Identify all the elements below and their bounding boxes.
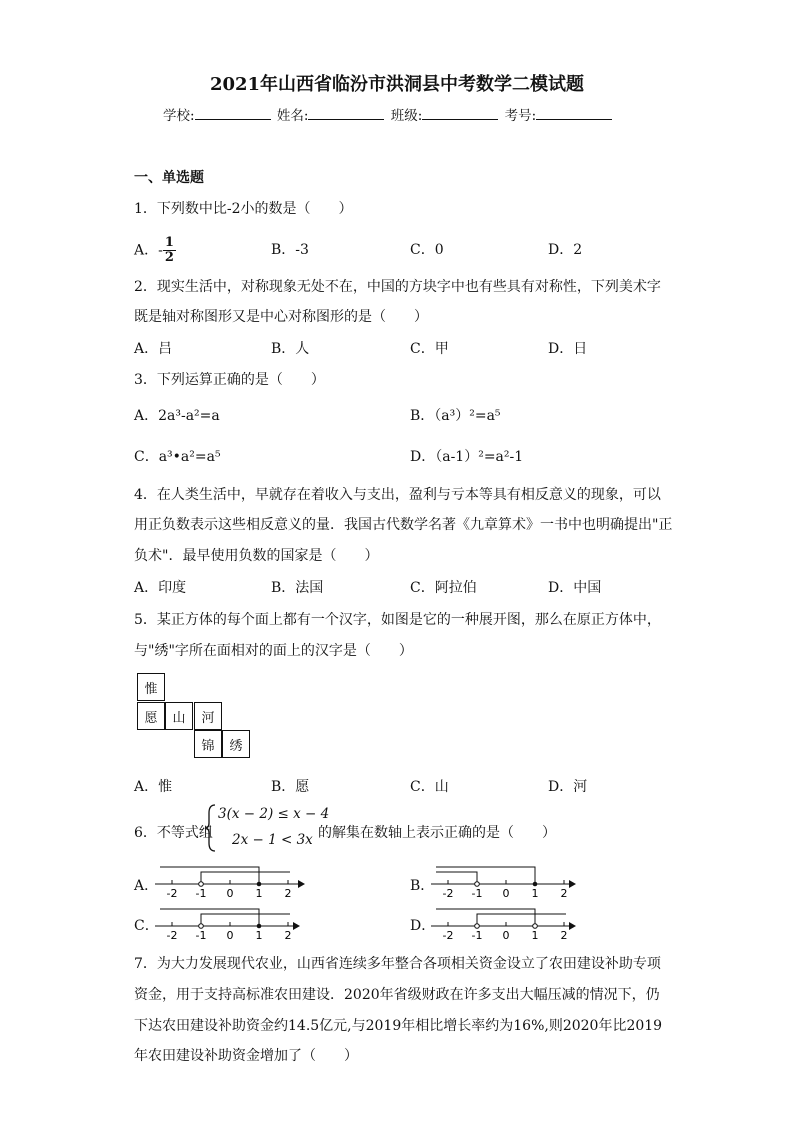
number-line-a bbox=[150, 860, 305, 900]
q4-option-c: C．阿拉伯 bbox=[410, 580, 477, 596]
tick-label: 2 bbox=[560, 929, 568, 942]
q6-option-a-label: A． bbox=[134, 878, 159, 894]
tick-label: 0 bbox=[502, 887, 510, 900]
q6-stem-prefix: 6．不等式组 bbox=[134, 825, 213, 841]
q4-stem-line1: 4．在人类生活中，早就存在着收入与支出，盈利与亏本等具有相反意义的现象，可以 bbox=[134, 487, 661, 503]
section-title: 一、单选题 bbox=[134, 170, 204, 186]
school-label: 学校: bbox=[163, 108, 195, 124]
tick-label: -2 bbox=[442, 929, 454, 942]
school-blank bbox=[195, 107, 271, 120]
tick-label: 2 bbox=[560, 887, 568, 900]
q5-option-a: A．惟 bbox=[134, 779, 173, 795]
student-info-line bbox=[163, 104, 614, 124]
number-line-c bbox=[150, 902, 305, 944]
q2-stem-line1: 2．现实生活中，对称现象无处不在，中国的方块字中也有些具有对称性，下列美术字 bbox=[134, 279, 661, 295]
name-blank bbox=[308, 107, 384, 120]
tick-label: 1 bbox=[255, 929, 263, 942]
tick-label: 0 bbox=[226, 929, 234, 942]
q3-stem: 3．下列运算正确的是（ ） bbox=[134, 372, 325, 388]
cube-face: 河 bbox=[194, 702, 222, 730]
q1-option-c: C．0 bbox=[410, 242, 444, 258]
exam-no-blank bbox=[536, 107, 612, 120]
q7-stem-line2: 资金，用于支持高标准农田建设．2020年省级财政在许多支出大幅压减的情况下，仍 bbox=[134, 987, 660, 1003]
cube-face: 绣 bbox=[222, 730, 250, 758]
q1-option-b: B．-3 bbox=[271, 242, 309, 258]
q3-option-a: A．2a³-a²=a bbox=[134, 408, 220, 424]
number-line-b bbox=[426, 860, 581, 900]
q1-option-a bbox=[134, 236, 176, 265]
class-label: 班级: bbox=[390, 108, 423, 124]
q7-stem-line1: 7．为大力发展现代农业，山西省连续多年整合各项相关资金设立了农田建设补助专项 bbox=[134, 956, 661, 972]
class-blank bbox=[422, 107, 498, 120]
q7-stem-line4: 年农田建设补助资金增加了（ ） bbox=[134, 1048, 358, 1064]
q2-option-a: A．吕 bbox=[134, 341, 173, 357]
tick-label: 0 bbox=[226, 887, 234, 900]
q2-option-c: C．甲 bbox=[410, 341, 449, 357]
fraction-denominator: 2 bbox=[164, 250, 174, 265]
q5-option-d: D．河 bbox=[548, 779, 588, 795]
q6-option-b-label: B． bbox=[410, 878, 435, 894]
q4-option-d: D．中国 bbox=[548, 580, 602, 596]
q6-option-c-label: C． bbox=[134, 918, 159, 934]
tick-label: -1 bbox=[471, 887, 483, 900]
q5-option-c: C．山 bbox=[410, 779, 449, 795]
q5-option-b: B．愿 bbox=[271, 779, 310, 795]
q7-stem-line3: 下达农田建设补助资金约14.5亿元,与2019年相比增长率约为16%,则2020年比2019 bbox=[134, 1018, 663, 1034]
cube-face: 山 bbox=[165, 702, 193, 730]
q1-option-d: D．2 bbox=[548, 242, 583, 258]
tick-label: -1 bbox=[195, 929, 207, 942]
q4-option-b: B．法国 bbox=[271, 580, 324, 596]
inequality-2: 2x − 1 < 3x bbox=[232, 832, 313, 848]
fraction-numerator: 1 bbox=[164, 235, 174, 250]
system-brace bbox=[203, 803, 219, 853]
q5-stem-line2: 与"绣"字所在面相对的面上的汉字是（ ） bbox=[134, 643, 413, 659]
tick-label: -2 bbox=[166, 929, 178, 942]
tick-label: 2 bbox=[284, 929, 292, 942]
cube-face: 惟 bbox=[137, 673, 165, 701]
tick-label: 1 bbox=[531, 929, 539, 942]
tick-label: 2 bbox=[284, 887, 292, 900]
name-label: 姓名: bbox=[276, 108, 309, 124]
number-line-d bbox=[426, 902, 581, 944]
tick-label: -1 bbox=[471, 929, 483, 942]
q6-option-d-label: D． bbox=[410, 918, 436, 934]
q1-option-a-prefix: A．- bbox=[134, 242, 163, 259]
q3-option-d: D．（a-1）²=a²-1 bbox=[410, 449, 524, 465]
tick-label: 1 bbox=[255, 887, 263, 900]
tick-label: 1 bbox=[531, 887, 539, 900]
q3-option-b: B．（a³）²=a⁵ bbox=[410, 408, 501, 424]
q2-option-b: B．人 bbox=[271, 341, 310, 357]
tick-label: -2 bbox=[166, 887, 178, 900]
q2-stem-line2: 既是轴对称图形又是中心对称图形的是（ ） bbox=[134, 309, 428, 325]
q6-stem-suffix: 的解集在数轴上表示正确的是（ ） bbox=[318, 825, 556, 841]
tick-label: -2 bbox=[442, 887, 454, 900]
cube-face: 愿 bbox=[137, 702, 165, 730]
q1-stem: 1．下列数中比-2小的数是（ ） bbox=[134, 201, 353, 217]
q2-option-d: D．日 bbox=[548, 341, 588, 357]
page-title: 2021年山西省临汾市洪洞县中考数学二模试题 bbox=[209, 74, 585, 95]
tick-label: 0 bbox=[502, 929, 510, 942]
q3-option-c: C．a³•a²=a⁵ bbox=[134, 449, 221, 465]
exam-no-label: 考号: bbox=[504, 108, 537, 124]
q4-option-a: A．印度 bbox=[134, 580, 187, 596]
q4-stem-line3: 负术"．最早使用负数的国家是（ ） bbox=[134, 548, 379, 564]
tick-label: -1 bbox=[195, 887, 207, 900]
cube-face: 锦 bbox=[194, 730, 222, 758]
q4-stem-line2: 用正负数表示这些相反意义的量．我国古代数学名著《九章算术》一书中也明确提出"正 bbox=[134, 517, 673, 533]
inequality-1: 3(x − 2) ≤ x − 4 bbox=[218, 806, 330, 822]
q1-fraction bbox=[163, 236, 176, 265]
q5-stem-line1: 5．某正方体的每个面上都有一个汉字，如图是它的一种展开图，那么在原正方体中， bbox=[134, 612, 661, 628]
